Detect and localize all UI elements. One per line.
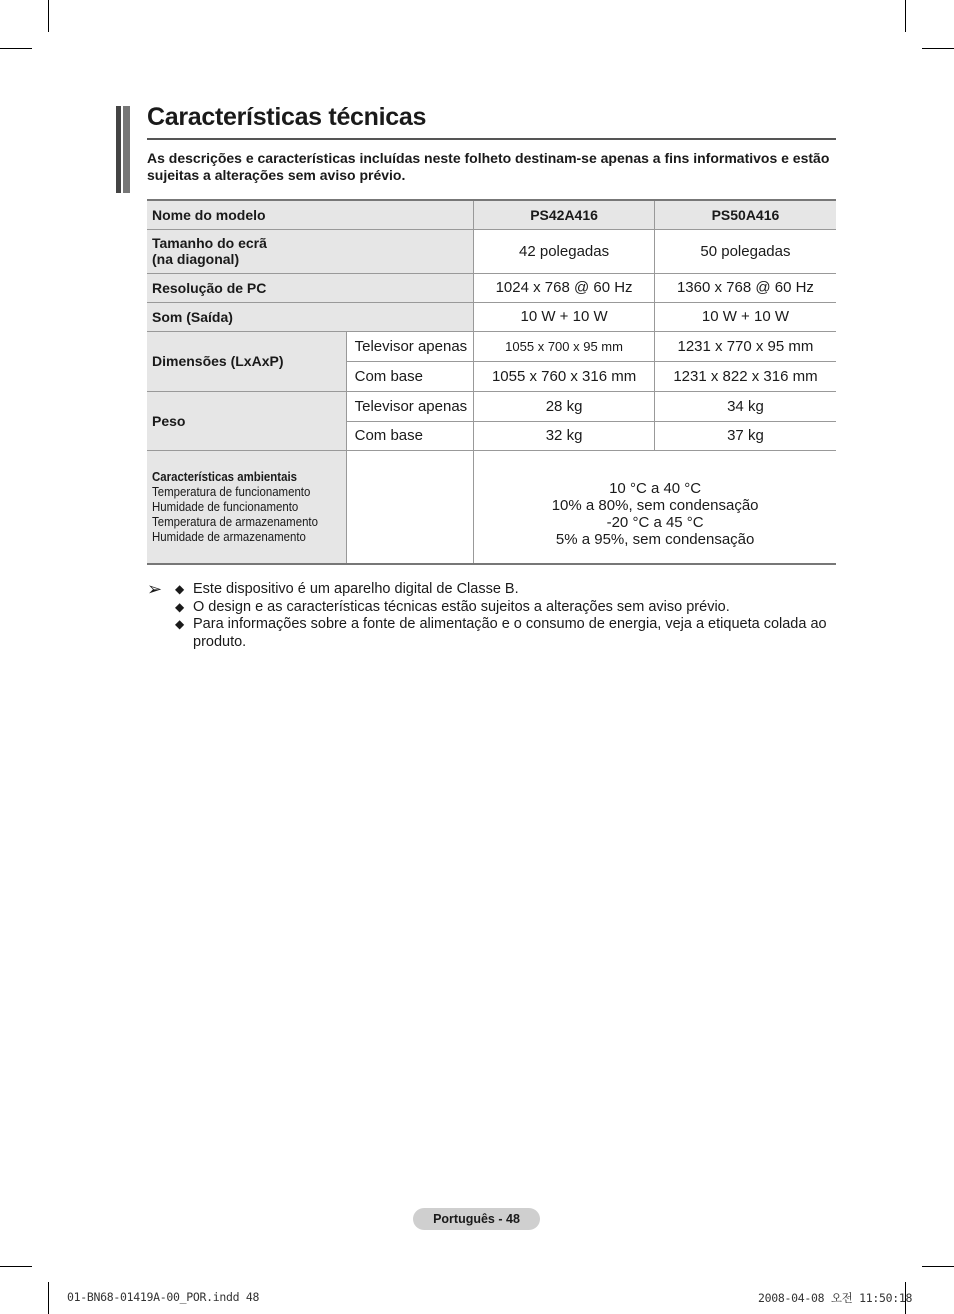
- title-accent-bars: [116, 106, 132, 193]
- table-cell: 1231 x 822 x 316 mm: [654, 361, 836, 391]
- crop-mark: [48, 1282, 49, 1314]
- table-row: [147, 331, 836, 361]
- table-cell: 34 kg: [654, 391, 836, 421]
- page-title: Características técnicas: [147, 103, 427, 131]
- model-header: PS42A416: [474, 200, 655, 229]
- note-text: Para informações sobre a fonte de alimentação e o consumo de energia, veja a etiqueta colada ao produto.: [193, 616, 827, 650]
- note-arrow-icon: ➢: [147, 579, 163, 599]
- notes: [147, 581, 839, 651]
- table-cell: 32 kg: [474, 421, 655, 450]
- environment-label: [147, 450, 346, 564]
- dimensions-label: Dimensões (LxAxP): [147, 331, 346, 391]
- table-subcell: Televisor apenas: [346, 391, 474, 421]
- table-cell: 10 W + 10 W: [474, 302, 655, 331]
- environment-item: Temperatura de armazenamento: [152, 514, 318, 530]
- table-row: [147, 229, 836, 273]
- crop-mark: [922, 48, 954, 49]
- crop-mark: [922, 1266, 954, 1267]
- spec-table: [147, 199, 836, 565]
- table-cell: 1024 x 768 @ 60 Hz: [474, 273, 655, 302]
- crop-mark: [0, 1266, 32, 1267]
- intro-text: As descrições e características incluídas neste folheto destinam-se apenas a fins informativos e estão sujeitas a alterações sem aviso prévio.: [147, 150, 830, 183]
- table-cell: 1231 x 770 x 95 mm: [654, 331, 836, 361]
- print-slug-date: 2008-04-08 오전 11:50:18: [758, 1291, 913, 1305]
- environment-item: Temperatura de funcionamento: [152, 484, 311, 500]
- crop-mark: [0, 48, 32, 49]
- environment-value: 10% a 80%, sem condensação: [551, 496, 759, 514]
- table-cell: 1055 x 760 x 316 mm: [474, 361, 655, 391]
- crop-mark: [905, 0, 906, 32]
- table-cell: 1360 x 768 @ 60 Hz: [654, 273, 836, 302]
- table-cell: 10 W + 10 W: [654, 302, 836, 331]
- environment-value: 5% a 95%, sem condensação: [555, 530, 755, 548]
- diamond-bullet-icon: ◆: [175, 617, 185, 631]
- table-cell: 37 kg: [654, 421, 836, 450]
- table-cell: 28 kg: [474, 391, 655, 421]
- note-text: Este dispositivo é um aparelho digital de Classe B.: [193, 581, 519, 597]
- table-cell: 42 polegadas: [474, 229, 655, 273]
- table-cell: 1055 x 700 x 95 mm: [474, 331, 655, 361]
- environment-item: Humidade de funcionamento: [152, 499, 299, 515]
- environment-values: [474, 450, 836, 564]
- sound-label: Som (Saída): [147, 302, 474, 331]
- environment-value: -20 °C a 45 °C: [606, 513, 704, 531]
- note-item: [147, 599, 839, 617]
- table-row: [147, 200, 836, 229]
- diamond-bullet-icon: ◆: [175, 582, 185, 596]
- diamond-bullet-icon: ◆: [175, 599, 185, 614]
- model-name-label: Nome do modelo: [147, 200, 474, 229]
- print-slug-file: 01-BN68-01419A-00_POR.indd 48: [67, 1290, 260, 1304]
- crop-mark: [48, 0, 49, 32]
- table-cell: 50 polegadas: [654, 229, 836, 273]
- screen-size-label-line: (na diagonal): [152, 251, 240, 267]
- table-cell-empty: [346, 450, 474, 564]
- environment-value: 10 °C a 40 °C: [609, 479, 702, 497]
- table-row: [147, 450, 836, 564]
- table-row: [147, 391, 836, 421]
- environment-item: Humidade de armazenamento: [152, 529, 306, 545]
- table-subcell: Com base: [346, 361, 474, 391]
- note-item: [147, 581, 839, 599]
- screen-size-label: [147, 229, 474, 273]
- page-number-badge: Português - 48: [413, 1208, 540, 1230]
- table-subcell: Com base: [346, 421, 474, 450]
- table-row: [147, 302, 836, 331]
- note-item: [147, 616, 839, 651]
- model-header: PS50A416: [654, 200, 836, 229]
- screen-size-label-line: Tamanho do ecrã: [152, 235, 267, 251]
- resolution-label: Resolução de PC: [147, 273, 474, 302]
- note-text: O design e as características técnicas estão sujeitos a alterações sem aviso prévio.: [193, 598, 730, 615]
- table-row: [147, 273, 836, 302]
- weight-label: Peso: [147, 391, 346, 450]
- title-rule: [147, 138, 836, 140]
- environment-title: Características ambientais: [152, 469, 297, 485]
- table-subcell: Televisor apenas: [346, 331, 474, 361]
